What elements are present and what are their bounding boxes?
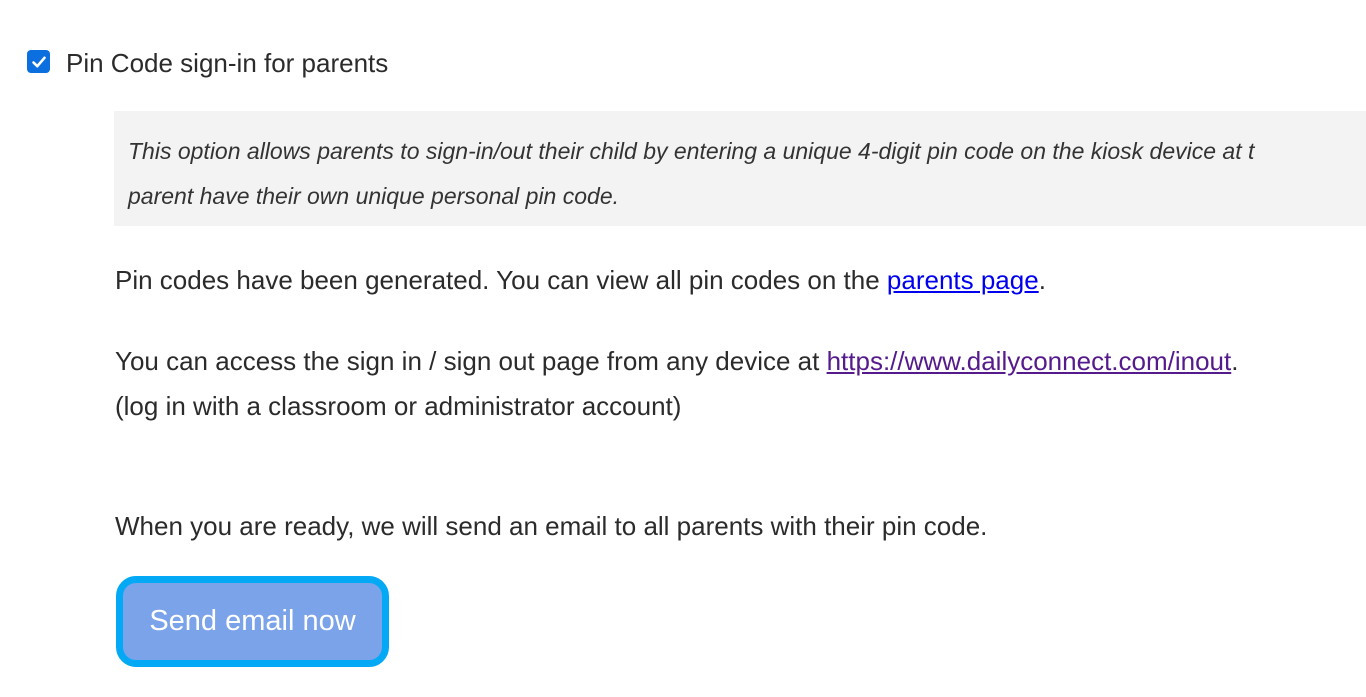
description-line-2: parent have their own unique personal pin code.	[128, 183, 620, 209]
pin-code-checkbox[interactable]	[27, 50, 50, 73]
access-line	[115, 339, 1238, 384]
pin-codes-generated-text	[115, 258, 1046, 303]
inout-url-link[interactable]: https://www.dailyconnect.com/inout	[826, 346, 1232, 376]
access-text-after: .	[1231, 346, 1239, 376]
access-text-before: You can access the sign in / sign out page from any device at	[115, 346, 827, 376]
access-info-text	[115, 339, 1238, 429]
pin-code-option-label[interactable]: Pin Code sign-in for parents	[66, 48, 389, 78]
send-email-button-label: Send email now	[126, 586, 379, 657]
send-email-button[interactable]	[116, 576, 389, 667]
description-line-1: This option allows parents to sign-in/out their child by entering a unique 4-digit pin code on the kiosk device at t	[128, 138, 1255, 164]
pin-code-option	[27, 46, 388, 77]
generated-text-after: .	[1038, 265, 1046, 295]
access-note: (log in with a classroom or administrator account)	[115, 391, 682, 421]
generated-text-before: Pin codes have been generated. You can view all pin codes on the	[115, 265, 887, 295]
checkmark-icon	[31, 54, 47, 70]
parents-page-link[interactable]: parents page	[886, 265, 1039, 295]
email-ready-text: When you are ready, we will send an email to all parents with their pin code.	[115, 511, 988, 541]
pin-code-description-box	[114, 111, 1366, 226]
